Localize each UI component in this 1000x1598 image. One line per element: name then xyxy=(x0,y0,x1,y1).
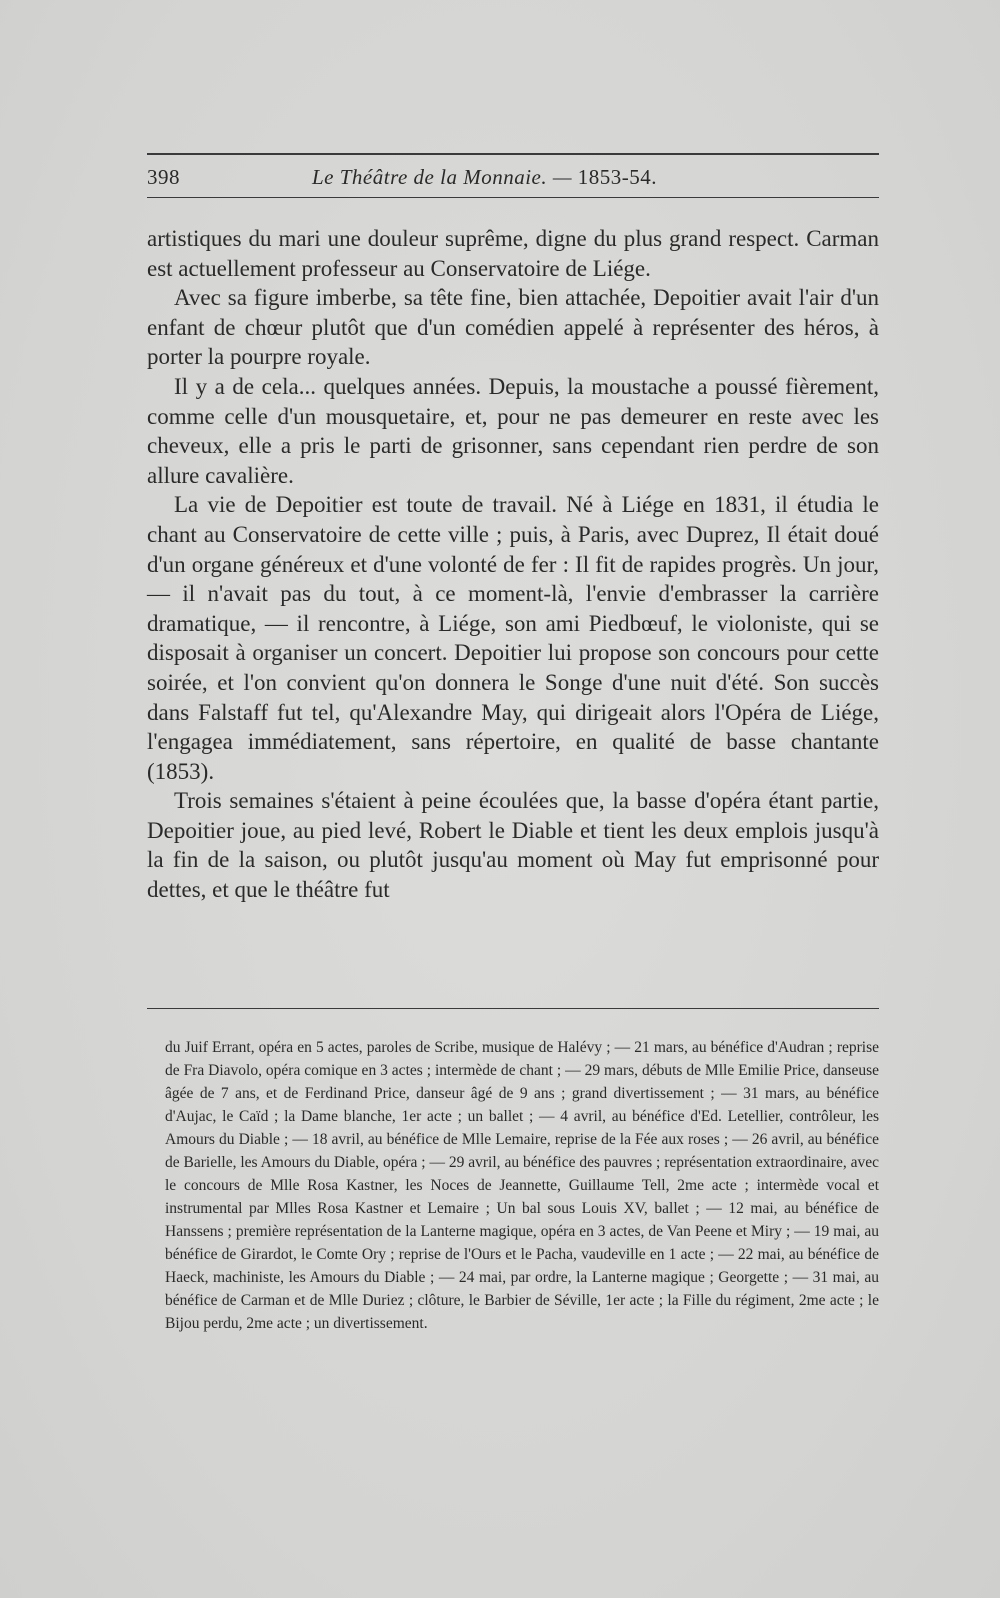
paragraph: Il y a de cela... quelques années. Depuis, la moustache a poussé fièrement, comme celle d'un mousquetaire, et, pour ne pas demeurer en reste avec les cheveux, elle a pris le parti de grisonner, sans cependant rien perdre de son allure cavalière. xyxy=(147,373,879,488)
page-number: 398 xyxy=(147,165,180,189)
running-title-text: Le Théâtre de la Monnaie. — xyxy=(312,165,578,189)
running-header xyxy=(147,165,879,195)
header-top-rule xyxy=(147,153,879,155)
paragraph: Avec sa figure imberbe, sa tête fine, bien attachée, Depoitier avait l'air d'un enfant de chœur plutôt que d'un comédien appelé à représenter des héros, à porter la pourpre royale. xyxy=(147,285,879,370)
main-text xyxy=(147,224,879,905)
running-date: 1853-54. xyxy=(577,165,658,189)
footnote xyxy=(165,1036,879,1335)
footnote-separator xyxy=(147,1008,879,1009)
paragraph: artistiques du mari une douleur suprême, digne du plus grand respect. Carman est actuellement professeur au Conservatoire de Liége. xyxy=(147,226,879,281)
footnote-text: du Juif Errant, opéra en 5 actes, paroles de Scribe, musique de Halévy ; — 21 mars, au bénéfice d'Audran ; reprise de Fra Diavolo, opéra comique en 3 actes ; intermède de chant ; — 29 mars, débuts de Mlle Emilie Price, danseuse âgée de 7 ans, et de Ferdinand Price, danseur âgé de 9 ans ; grand divertissement ; — 31 mars, au bénéfice d'Aujac, le Caïd ; la Dame blanche, 1er acte ; un ballet ; — 4 avril, au bénéfice d'Ed. Letellier, contrôleur, les Amours du Diable ; — 18 avril, au bénéfice de Mlle Lemaire, reprise de la Fée aux roses ; — 26 avril, au bénéfice de Barielle, les Amours du Diable, opéra ; — 29 avril, au bénéfice des pauvres ; représentation extraordinaire, avec le concours de Mlle Rosa Kastner, les Noces de Jeannette, Guillaume Tell, 2me acte ; intermède vocal et instrumental par Mlles Rosa Kastner et Lemaire ; Un bal sous Louis XV, ballet ; — 12 mai, au bénéfice de Hanssens ; première représentation de la Lanterne magique, opéra en 3 actes, de Van Peene et Miry ; — 19 mai, au bénéfice de Girardot, le Comte Ory ; reprise de l'Ours et le Pacha, vaudeville en 1 acte ; — 22 mai, au bénéfice de Haeck, machiniste, les Amours du Diable ; — 24 mai, par ordre, la Lanterne magique ; Georgette ; — 31 mai, au bénéfice de Carman et de Mlle Duriez ; clôture, le Barbier de Séville, 1er acte ; la Fille du régiment, 2me acte ; le Bijou perdu, 2me acte ; un divertissement. xyxy=(165,1039,879,1332)
paragraph: Trois semaines s'étaient à peine écoulées que, la basse d'opéra étant partie, Depoitier joue, au pied levé, Robert le Diable et tient les deux emplois jusqu'à la fin de la saison, ou plutôt jusqu'au moment où May fut emprisonné pour dettes, et que le théâtre fut xyxy=(147,788,879,903)
running-title xyxy=(312,165,657,190)
header-bottom-rule xyxy=(147,197,879,198)
paragraph: La vie de Depoitier est toute de travail. Né à Liége en 1831, il étudia le chant au Conservatoire de cette ville ; puis, à Paris, avec Duprez, Il était doué d'un organe généreux et d'une volonté de fer : Il fit de rapides progrès. Un jour, — il n'avait pas du tout, à ce moment-là, l'envie d'embrasser la carrière dramatique, — il rencontre, à Liége, son ami Piedbœuf, le violoniste, qui se disposait à organiser un concert. Depoitier lui propose son concours pour cette soirée, et l'on convient qu'on donnera le Songe d'une nuit d'été. Son succès dans Falstaff fut tel, qu'Alexandre May, qui dirigeait alors l'Opéra de Liége, l'engagea immédiatement, sans répertoire, en qualité de basse chantante (1853). xyxy=(147,492,879,784)
